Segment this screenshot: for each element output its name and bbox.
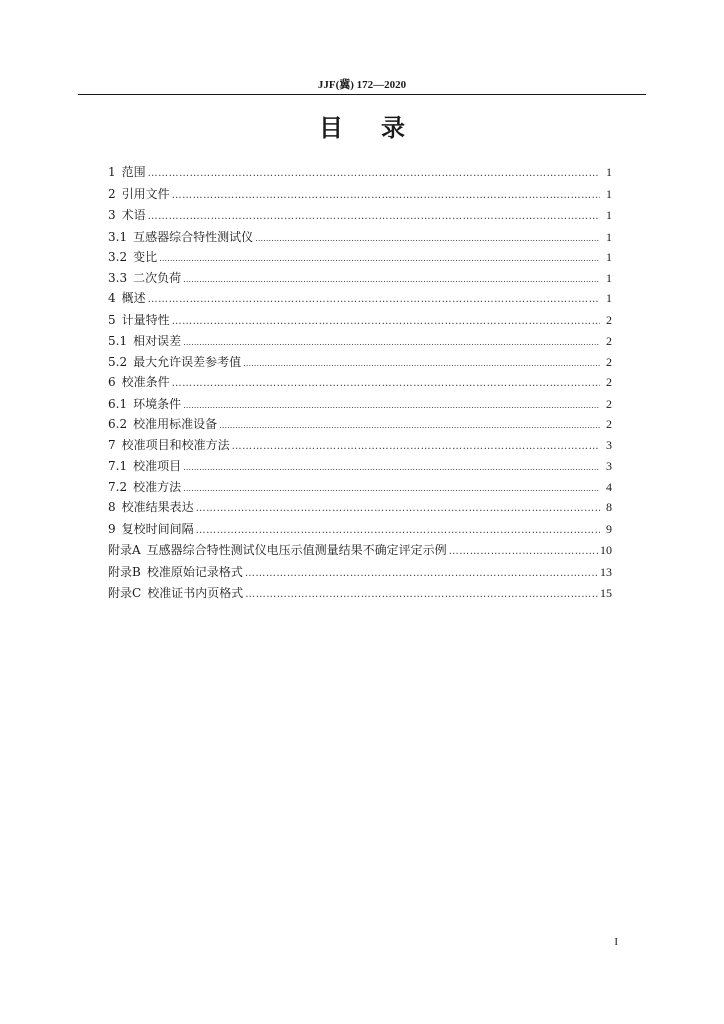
toc-leader-dots [172, 314, 600, 330]
toc-entry[interactable] [108, 333, 612, 354]
toc-entry[interactable] [108, 186, 612, 208]
toc-leader-dots [243, 356, 600, 372]
toc-leader-dots [245, 587, 598, 603]
toc-entry-label: 校准条件 [121, 375, 170, 389]
toc-entry-page: 13 [600, 564, 612, 579]
toc-leader-dots [148, 292, 600, 308]
toc-leader-dots [183, 460, 600, 476]
toc-entry-number: 9 [108, 521, 116, 536]
toc-entry-number: 5.2 [108, 354, 128, 369]
toc-entry-number: 附录B [108, 564, 141, 579]
toc-entry-number: 附录C [108, 586, 142, 600]
toc-entry-number: 6.1 [108, 396, 128, 411]
toc-entry-label: 校准方法 [133, 479, 182, 494]
toc-entry[interactable] [108, 229, 612, 250]
toc-leader-dots [159, 251, 600, 267]
toc-entry[interactable] [108, 354, 612, 375]
toc-entry-label: 二次负荷 [133, 270, 182, 285]
toc-entry-label: 校准项目 [133, 459, 182, 473]
toc-entry[interactable] [108, 585, 612, 607]
toc-entry[interactable] [108, 374, 612, 396]
toc-entry[interactable] [108, 207, 612, 229]
toc-entry[interactable] [108, 249, 612, 270]
toc-entry[interactable] [108, 499, 612, 521]
toc-entry-number: 4 [108, 291, 116, 305]
toc-entry-number: 6.2 [108, 417, 128, 431]
toc-entry-number: 3.1 [108, 229, 128, 244]
toc-entry-number: 附录A [108, 543, 141, 557]
toc-entry-number: 5.1 [108, 334, 128, 348]
page-folio: I [614, 936, 618, 948]
toc-entry-page: 15 [600, 586, 612, 600]
toc-leader-dots [183, 272, 600, 288]
toc-entry[interactable] [108, 564, 612, 586]
toc-entry-page: 2 [606, 417, 612, 431]
toc-entry-label: 校准证书内页格式 [147, 586, 244, 600]
toc-entry-label: 引用文件 [121, 186, 170, 201]
toc-entry[interactable] [108, 270, 612, 291]
toc-leader-dots [183, 335, 600, 351]
toc-entry-label: 校准原始记录格式 [146, 564, 243, 579]
toc-entry-number: 7 [108, 437, 116, 452]
toc-entry-label: 互感器综合特性测试仪电压示值测量结果不确定评定示例 [146, 543, 447, 557]
toc-entry-number: 7.2 [108, 479, 128, 494]
toc-entry-number: 3.2 [108, 250, 128, 264]
toc-entry-label: 概述 [121, 291, 146, 305]
toc-entry-page: 1 [606, 291, 612, 305]
toc-leader-dots [196, 523, 600, 539]
toc-entry-number: 3 [108, 208, 116, 222]
toc-leader-dots [255, 231, 600, 247]
toc-leader-dots [148, 209, 600, 225]
toc-entry-label: 复校时间间隔 [121, 521, 194, 536]
toc-entry[interactable] [108, 479, 612, 500]
toc-entry-page: 8 [606, 500, 612, 514]
toc-entry-label: 范围 [121, 165, 146, 179]
toc-entry-label: 变比 [133, 250, 158, 264]
toc-entry-label: 校准结果表达 [121, 500, 194, 514]
toc-entry-page: 2 [606, 354, 612, 369]
toc-entry[interactable] [108, 458, 612, 479]
toc-entry-number: 2 [108, 186, 116, 201]
toc-leader-dots [183, 481, 600, 497]
toc-entry-number: 6 [108, 375, 116, 389]
table-of-contents [108, 164, 612, 607]
header-rule [78, 94, 646, 95]
toc-entry-label: 环境条件 [133, 396, 182, 411]
toc-entry-label: 互感器综合特性测试仪 [133, 229, 254, 244]
toc-entry-page: 3 [606, 459, 612, 473]
toc-entry-page: 2 [606, 312, 612, 327]
toc-entry-page: 2 [606, 375, 612, 389]
toc-entry[interactable] [108, 416, 612, 437]
toc-entry-label: 校准项目和校准方法 [121, 437, 230, 452]
toc-entry[interactable] [108, 542, 612, 564]
toc-entry[interactable] [108, 437, 612, 459]
toc-entry-label: 校准用标准设备 [133, 417, 218, 431]
toc-entry-page: 10 [600, 543, 612, 557]
toc-entry-label: 计量特性 [121, 312, 170, 327]
running-header: JJF(冀) 172—2020 [317, 79, 407, 91]
toc-entry[interactable] [108, 312, 612, 334]
toc-entry-page: 1 [606, 208, 612, 222]
toc-entry-page: 9 [606, 521, 612, 536]
toc-entry[interactable] [108, 164, 612, 186]
toc-entry-page: 2 [606, 396, 612, 411]
toc-leader-dots [232, 439, 600, 455]
toc-leader-dots [449, 544, 598, 560]
toc-entry-number: 7.1 [108, 459, 128, 473]
toc-entry-page: 2 [606, 334, 612, 348]
toc-entry[interactable] [108, 521, 612, 543]
toc-entry[interactable] [108, 396, 612, 417]
toc-leader-dots [196, 501, 600, 517]
toc-entry-label: 术语 [121, 208, 146, 222]
toc-entry-number: 8 [108, 500, 116, 514]
toc-entry-label: 相对误差 [133, 334, 182, 348]
toc-entry-page: 4 [606, 479, 612, 494]
toc-entry-number: 1 [108, 165, 116, 179]
toc-leader-dots [219, 418, 600, 434]
toc-entry-page: 1 [606, 165, 612, 179]
toc-entry-page: 1 [606, 186, 612, 201]
toc-entry-page: 1 [606, 250, 612, 264]
toc-entry-page: 3 [606, 437, 612, 452]
toc-entry-label: 最大允许误差参考值 [133, 354, 242, 369]
toc-leader-dots [172, 376, 600, 392]
toc-leader-dots [172, 188, 600, 204]
toc-entry[interactable] [108, 290, 612, 312]
page-title: 目录 [319, 114, 443, 142]
toc-entry-number: 3.3 [108, 270, 128, 285]
toc-entry-page: 1 [606, 229, 612, 244]
toc-entry-number: 5 [108, 312, 116, 327]
toc-leader-dots [148, 166, 600, 182]
toc-leader-dots [183, 398, 600, 414]
toc-entry-page: 1 [606, 270, 612, 285]
toc-leader-dots [245, 566, 598, 582]
